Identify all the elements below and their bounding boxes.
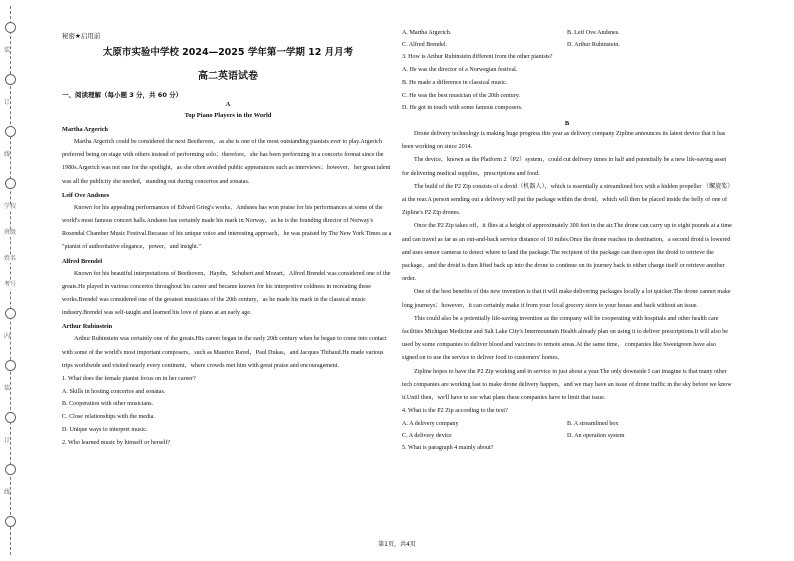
binding-label: 线 — [4, 152, 11, 158]
question-2-option-d: D. Arthur Rubinstein. — [567, 42, 620, 49]
binding-margin — [0, 0, 22, 561]
question-2-option-c: C. Alfred Brendel. — [402, 42, 448, 49]
question-5-stem: 5. What is paragraph 4 mainly about? — [402, 445, 494, 452]
binding-label: 订 — [4, 438, 11, 444]
passage-b-paragraph-5: One of the best benefits of this new invention is that it will make delivering packages locally a lot quicker.The drone cannot make long journeys；however，it can certainly make it from your local grocery store to your house and back without an issue. — [402, 289, 731, 309]
right-flow — [402, 27, 732, 455]
pianist-heading-arthur: Arthur Rubinstein — [62, 323, 113, 331]
passage-a — [62, 101, 394, 449]
page-footer: 第1页，共4页 — [378, 541, 416, 548]
binding-circle-icon — [5, 126, 16, 137]
binding-circle-icon — [5, 516, 16, 527]
binding-label: 内 — [4, 334, 11, 340]
question-1-option-c: C. Close relationships with the media. — [62, 414, 155, 421]
question-4-option-c: C. A delivery device — [402, 433, 452, 440]
binding-circle-icon — [5, 308, 16, 319]
binding-circle-icon — [5, 360, 16, 371]
question-3-option-a: A. He was the director of a Norwegian festival. — [402, 67, 518, 74]
section-heading: 一、阅读理解（每小题 3 分，共 60 分） — [62, 91, 183, 99]
question-1-option-d: D. Unique ways to interpret music. — [62, 426, 148, 433]
secret-label: 秘密★启用前 — [62, 32, 101, 40]
passage-b-paragraph-6: This could also be a potentially life-saving invention as the company will be cooperating with hospitals and other health care facilities Michigan Medicine and Salt Lake City's Intermountain Health already plan on using it to deliver prescriptions.It will also be used by some companies to deliver blood and vaccines to remote areas.At the same time， companies like Sweetgreen have also signed on to use the service to deliver food to customers' homes. — [402, 315, 729, 362]
binding-label: 订 — [4, 100, 11, 106]
passage-b-paragraph-1: Drone delivery technology is making huge progress this year as delivery company Zipline announces its latest device that it has been working on since 2014. — [402, 130, 726, 151]
question-2-option-b: B. Leif Ove Andsnes. — [567, 30, 620, 36]
question-1-option-b: B. Cooperation with other musicians. — [62, 401, 154, 408]
exam-title: 太原市实验中学校 2024—2025 学年第一学期 12 月月考 — [102, 47, 354, 58]
binding-circle-icon — [5, 464, 16, 475]
binding-circle-icon — [5, 22, 16, 33]
question-1-option-a: A. Skills in hosting concertos and sonatas. — [62, 388, 166, 395]
question-4-option-b: B. A streamlined box — [567, 420, 619, 427]
subject-title: 高二英语试卷 — [198, 71, 258, 82]
binding-label: 装 — [4, 48, 11, 54]
passage-b-letter: B — [564, 119, 570, 127]
question-3-option-c: C. He was the best musician of the 20th century. — [402, 92, 520, 99]
binding-circle-icon — [5, 178, 16, 189]
question-3-stem: 3. How is Arthur Rubinstein different from the other pianists? — [402, 54, 553, 61]
pianist-heading-martha: Martha Argerich — [62, 126, 108, 133]
paragraph-alfred: Known for his beautiful interpretations of Beethoven，Haydn，Schubert and Mozart，Alfred Brendel was considered one of the greats.He played in various concertos throughout his career and became known for his interpretive coldness in recreating these works.Brendel was considered one of the greatest musicians of the 20th century，as he made his mark in the classical music industry.Brendel was self-taught and learned his love of piano at an early age. — [62, 270, 391, 317]
question-4-options — [402, 418, 732, 442]
passage-a-title: Top Piano Players in the World — [184, 112, 272, 119]
question-2-option-a: A. Martha Argerich. — [402, 30, 452, 36]
paragraph-martha: Martha Argerich could be considered the next Beethoven，as she is one of the most outstanding pianists ever to play.Argerich preferred being on stage with others instead of performing solo；therefore，she has been performing in a concerto format since the 1980s.Argerich was not one for the spotlight，as she often avoided public appearances such as interviews；however，her great talent was all the publicity she needed，standing out during concertos and sonatas. — [62, 139, 391, 185]
paragraph-arthur: Arthur Rubinstein was certainly one of the greats.His career began in the early 20th century when he began to come into contact with some of the world's most important composers，such as Maurice Ravel，Paul Dukas，and Jacques Thibaud.He made various trips worldwide and visited nearly every continent，where crowds met him with great praise and encouragement. — [62, 336, 387, 369]
question-1-stem: 1. What does the female pianist focus on in her career? — [62, 376, 196, 383]
binding-circle-icon — [5, 412, 16, 423]
binding-label: 考号 — [4, 282, 17, 288]
question-4-stem: 4. What is the P2 Zip according to the text? — [402, 408, 508, 415]
binding-label: 线 — [4, 490, 11, 496]
passage-a-letter: A — [225, 101, 231, 108]
passage-b-paragraph-4: Once the P2 Zip takes off，it flies at a height of approximately 300 feet in the air.The drone can carry up to eight pounds at a time and can travel as far as an out-and-back service distance of 10 miles.Once the drone reaches its destination，a second droid is lowered and uses sensor cameras to detect where to land the package.The recipient of the package can then open the droid to retrieve the package，and the droid is then lifted back up into the drone to continue on its journey back to either charge itself or retrieve another order. — [402, 223, 732, 283]
question-3-option-b: B. He made a difference in classical music. — [402, 79, 508, 86]
question-2-stem: 2. Who learned music by himself or herself? — [62, 439, 171, 446]
question-3-option-d: D. He got in touch with some famous composers. — [402, 105, 523, 112]
pianist-heading-alfred: Alfred Brendel — [62, 257, 103, 265]
binding-label: 学校 — [4, 204, 17, 210]
question-4-option-a: A. A delivery company — [402, 420, 459, 427]
question-4-option-d: D. An operation system — [567, 433, 625, 440]
passage-b-paragraph-3: The build of the P2 Zip consists of a droid（机器人），which is essentially a streamlined box with a hidden propeller （螺旋桨）at the rear.A person sending out a delivery will put the package within the droid，which will then be placed inside the belly of one of Zipline's P2 Zip drones. — [402, 183, 731, 217]
passage-b-paragraph-2: The device，known as the Platform 2（P2）system，could cut delivery times in half and potentially be a new life-saving asset for delivering medical supplies，prescriptions and food. — [402, 157, 727, 177]
binding-label: 姓名 — [4, 256, 17, 262]
binding-label: 装 — [4, 386, 11, 392]
question-2-options — [402, 27, 732, 51]
pianist-heading-leif: Leif Ove Andsnes — [62, 191, 110, 199]
passage-b — [402, 128, 732, 405]
paragraph-leif: Known for his appealing performances of Edvard Grieg's works，Andsnes has won praise for his performances at some of the world's most famous concert halls.Andsnes has certainly made his mark in Norway，as he is the founding director of Norway's Rosendal Chamber Music Festival.Because of his unique voice and interesting approach，he was praised by The New York Times as a "pianist of authoritative elegance，power，and insight." — [62, 204, 392, 251]
binding-label: 班级 — [4, 230, 17, 236]
binding-circle-icon — [5, 74, 16, 85]
passage-b-paragraph-7: Zipline hopes to have the P2 Zip working and in service in just about a year.The only downside I can imagine is that many other tech companies are working fast to make drone delivery happen，and we may have an issue of drone traffic in the sky before we know it.Until then，we'll have to see what plans these companies have to limit that issue. — [402, 368, 732, 401]
